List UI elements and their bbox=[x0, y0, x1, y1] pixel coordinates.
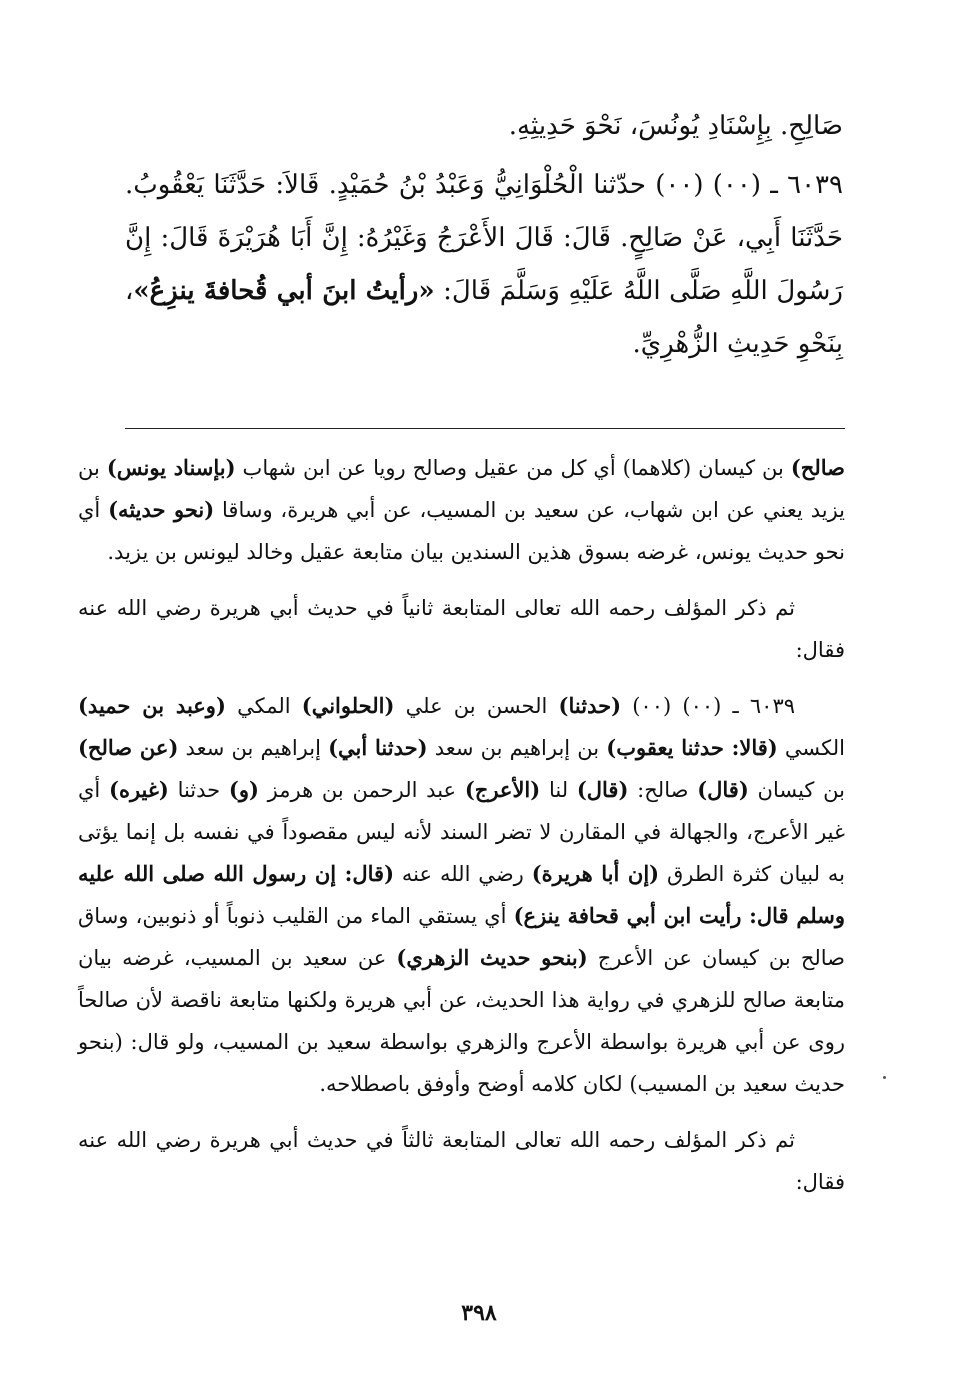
bold-run: صالح) bbox=[790, 455, 845, 480]
bold-run: (بنحو حديث الزهري) bbox=[396, 945, 588, 970]
hadith-6039-quote: «رأيتُ ابنَ أبي قُحافةَ ينزِعُ» bbox=[133, 276, 435, 306]
text-run: أي غير الأعرج، والجهالة في المقارن لا تضر السند لأنه ليس مقصوداً في نفسه بل إنما يؤتى به لبيان كثرة الطرق bbox=[78, 778, 845, 886]
hadith-6039 bbox=[125, 159, 843, 371]
bold-run: (و) bbox=[228, 777, 259, 802]
text-run: بن إبراهيم بن سعد bbox=[427, 736, 607, 760]
bold-run: (قالا: حدثنا يعقوب) bbox=[606, 735, 778, 760]
commentary-paragraph-4: ثم ذكر المؤلف رحمه الله تعالى المتابعة ثالثاً في حديث أبي هريرة رضي الله عنه فقال: bbox=[78, 1128, 845, 1194]
commentary bbox=[78, 447, 845, 1203]
scan-speck bbox=[883, 1076, 886, 1079]
text-run: صالح: bbox=[628, 778, 698, 802]
bold-run: (حدثنا أبي) bbox=[328, 735, 428, 760]
text-run: الكسي bbox=[777, 736, 845, 760]
text-run: ٦٠٣٩ ـ (٠٠) (٠٠) bbox=[621, 694, 796, 718]
text-run: لنا bbox=[540, 778, 577, 802]
commentary-paragraph-2: ثم ذكر المؤلف رحمه الله تعالى المتابعة ثانياً في حديث أبي هريرة رضي الله عنه فقال: bbox=[78, 596, 845, 662]
bold-run: (الحلواني) bbox=[301, 693, 395, 718]
bold-run: (إن أبا هريرة) bbox=[531, 861, 660, 886]
hadith-6039-end: ، بِنَحْوِ حَدِيثِ الزُّهْرِيِّ. bbox=[125, 276, 843, 359]
hadith-text-line-1: صَالِحِ. بِإِسْنَادِ يُونُسَ، نَحْوَ حَدِيثِهِ. bbox=[508, 111, 843, 141]
text-run: بن كيسان (كلاهما) أي كل من عقيل وصالح رويا عن ابن شهاب bbox=[235, 456, 791, 480]
text-run: إبراهيم بن سعد bbox=[178, 736, 329, 760]
text-run: أي نحو حديث يونس، غرضه بسوق هذين السندين بيان متابعة عقيل وخالد ليونس بن يزيد. bbox=[78, 498, 845, 564]
bold-run: (نحو حديثه) bbox=[108, 497, 215, 522]
text-run: بن كيسان bbox=[748, 778, 845, 802]
commentary-paragraph-1 bbox=[78, 447, 845, 573]
text-run: رضي الله عنه bbox=[394, 862, 532, 886]
bold-run: (قال) bbox=[576, 777, 629, 802]
bold-run: (بإسناد يونس) bbox=[106, 455, 236, 480]
text-run: حدثنا bbox=[168, 778, 229, 802]
bold-run: (الأعرج) bbox=[464, 777, 541, 802]
text-run: الحسن بن علي bbox=[394, 694, 559, 718]
page-number: ٣٩٨ bbox=[461, 1300, 497, 1326]
bold-run: (غيره) bbox=[109, 777, 169, 802]
bold-run: (عن صالح) bbox=[78, 735, 179, 760]
bold-run: (قال) bbox=[697, 777, 749, 802]
text-run: عبد الرحمن بن هرمز bbox=[258, 778, 465, 802]
text-run: أي يستقي الماء من القليب ذنوباً أو ذنوبين، وساق صالح بن كيسان عن الأعرج bbox=[78, 904, 846, 970]
bold-run: (حدثنا) bbox=[558, 693, 622, 718]
commentary-paragraph-3 bbox=[78, 685, 845, 1105]
hadith-6039-chain: ٦٠٣٩ ـ (٠٠) (٠٠) حدّثنا الْحُلْوَانِيُّ وَعَبْدُ بْنُ حُمَيْدٍ. قَالاَ: حَدَّثَنَا يَعْقُوبُ. حَدَّثَنَا أَبِي، عَنْ صَالِحٍ. قَالَ: قَالَ الأَعْرَجُ وَغَيْرُهُ: إِنَّ أَبَا هُرَيْرَةَ قَالَ: إِنَّ رَسُولَ اللَّهِ صَلَّى اللَّهُ عَلَيْهِ وَسَلَّمَ قَالَ: bbox=[125, 170, 843, 306]
text-run: المكي bbox=[225, 694, 302, 718]
hadith-text bbox=[125, 100, 843, 371]
bold-run: (وعبد بن حميد) bbox=[78, 693, 226, 718]
text-run: بن يزيد يعني عن ابن شهاب، عن سعيد بن المسيب، عن أبي هريرة، وساقا bbox=[78, 456, 846, 522]
footnote-divider bbox=[125, 428, 845, 429]
text-run: عن سعيد بن المسيب، غرضه بيان متابعة صالح للزهري في رواية هذا الحديث، عن أبي هريرة ولكنها متابعة ناقصة لأن صالحاً روى عن أبي هريرة بواسطة الأعرج والزهري بواسطة سعيد بن المسيب، ولو قال: (بنحو حديث سعيد بن المسيب) لكان كلامه أوضح وأوفق باصطلاحه. bbox=[78, 946, 845, 1096]
bold-run: (قال: إن رسول الله صلى الله عليه وسلم قال: رأيت ابن أبي قحافة ينزع) bbox=[78, 861, 845, 928]
